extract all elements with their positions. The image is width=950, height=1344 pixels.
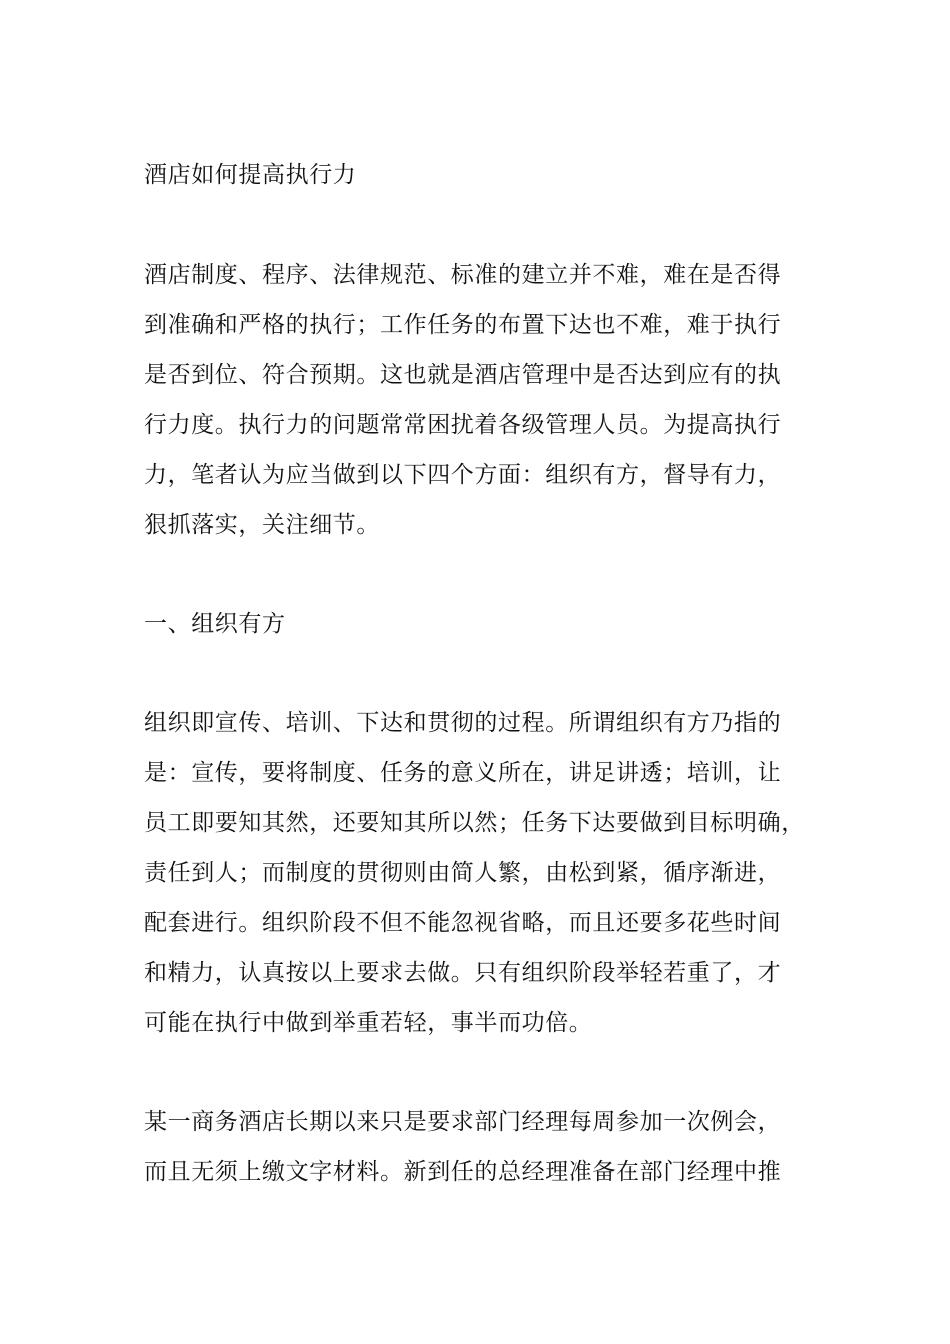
paragraph-2-line: 配套进行。组织阶段不但不能忽视省略，而且还要多花些时间 — [144, 910, 782, 936]
paragraph-2-line: 组织即宣传、培训、下达和贯彻的过程。所谓组织有方乃指的 — [144, 710, 782, 736]
section-heading: 一、组织有方 — [144, 611, 286, 637]
paragraph-1-line: 到准确和严格的执行；工作任务的布置下达也不难，难于执行 — [144, 312, 782, 338]
paragraph-1-line: 力，笔者认为应当做到以下四个方面：组织有方，督导有力， — [144, 462, 782, 488]
paragraph-2-line: 是：宣传，要将制度、任务的意义所在，讲足讲透；培训，让 — [144, 760, 782, 786]
paragraph-2-line: 责任到人；而制度的贯彻则由简人繁，由松到紧，循序渐进， — [144, 860, 782, 886]
paragraph-2-line: 可能在执行中做到举重若轻，事半而功倍。 — [144, 1010, 593, 1036]
paragraph-2-line: 员工即要知其然，还要知其所以然；任务下达要做到目标明确， — [144, 810, 805, 836]
paragraph-3-line: 而且无须上缴文字材料。新到任的总经理准备在部门经理中推 — [144, 1159, 782, 1185]
document-title: 酒店如何提高执行力 — [144, 162, 357, 188]
paragraph-1-line: 狠抓落实，关注细节。 — [144, 512, 380, 538]
paragraph-3-line: 某一商务酒店长期以来只是要求部门经理每周参加一次例会， — [144, 1109, 782, 1135]
paragraph-1-line: 酒店制度、程序、法律规范、标准的建立并不难，难在是否得 — [144, 262, 782, 288]
paragraph-2-line: 和精力，认真按以上要求去做。只有组织阶段举轻若重了，才 — [144, 960, 782, 986]
paragraph-1-line: 是否到位、符合预期。这也就是酒店管理中是否达到应有的执 — [144, 362, 782, 388]
paragraph-1-line: 行力度。执行力的问题常常困扰着各级管理人员。为提高执行 — [144, 412, 782, 438]
